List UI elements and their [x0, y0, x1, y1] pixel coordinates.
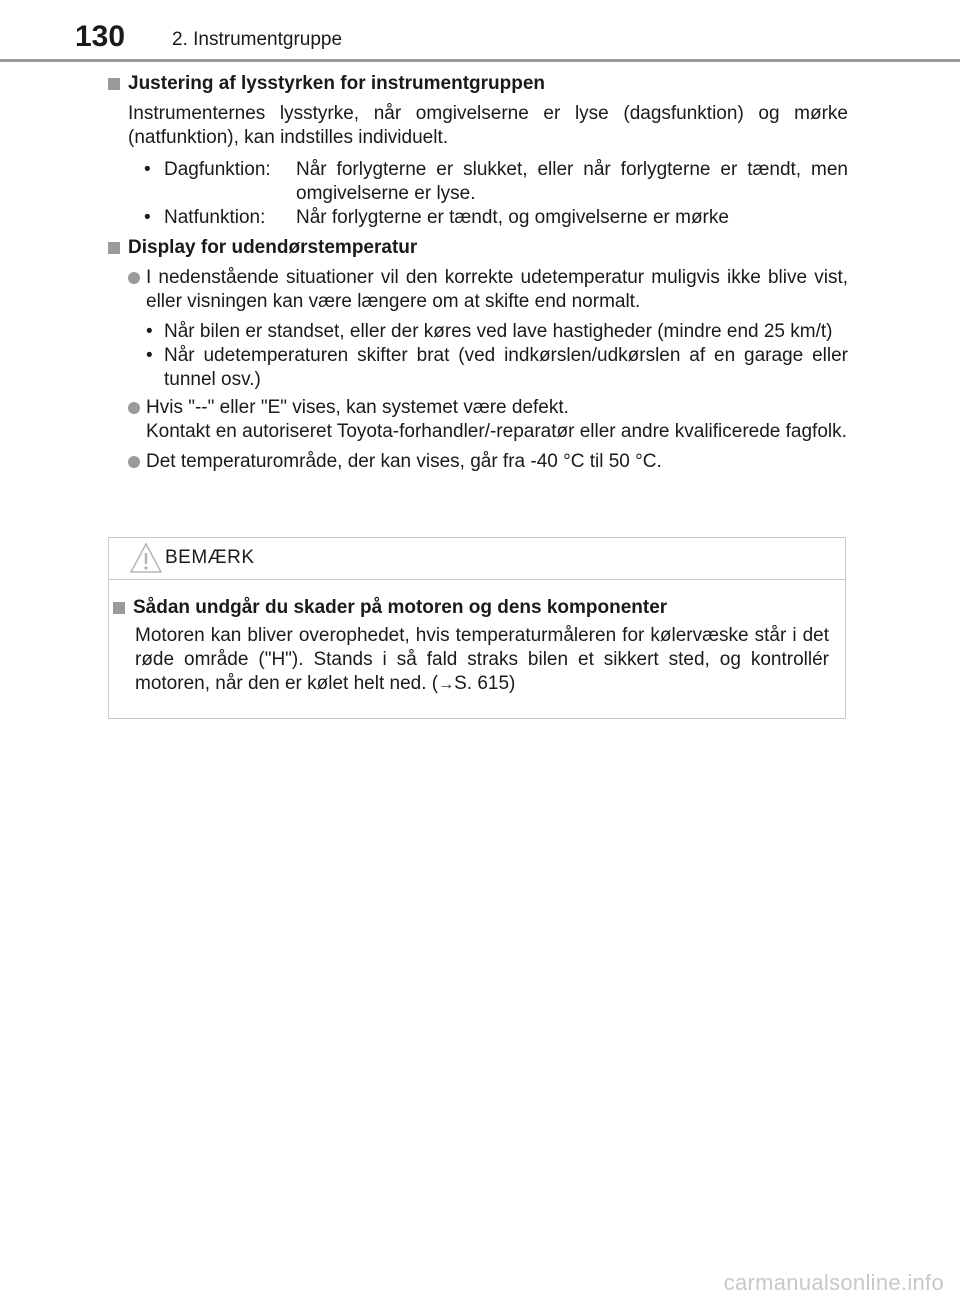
section-heading-text: Justering af lysstyrken for instrumentgruppen — [128, 73, 546, 94]
mode-row-day — [144, 158, 848, 206]
section-heading-brightness — [108, 72, 848, 96]
circle-bullet-icon — [128, 272, 140, 284]
circle-bullet-icon — [128, 456, 140, 468]
square-bullet-icon — [113, 602, 125, 614]
circle-bullet-icon — [128, 402, 140, 414]
page-header — [0, 0, 960, 62]
section-heading-text: Display for udendørstemperatur — [128, 237, 418, 258]
item-text: I nedenstående situationer vil den korrekte udetemperatur muligvis ikke blive vist, eller visningen kan være længere om at skifte end normalt. — [146, 267, 848, 312]
main-content — [108, 72, 848, 480]
page-number: 130 — [75, 20, 126, 53]
mode-list — [108, 158, 848, 230]
mode-label: Dagfunktion: — [164, 159, 271, 180]
item-text: Det temperaturområde, der kan vises, går fra -40 °C til 50 °C. — [146, 451, 662, 472]
mode-text: Når forlygterne er slukket, eller når forlygterne er tændt, men omgivelserne er lyse. — [296, 159, 848, 204]
list-item-text: Når udetemperaturen skifter brat (ved indkørslen/udkørslen af en garage eller tunnel osv.) — [164, 345, 848, 390]
situation-list — [108, 320, 848, 392]
mode-label: Natfunktion: — [164, 207, 266, 228]
brightness-intro: Instrumenternes lysstyrke, når omgivelserne er lyse (dagsfunktion) og mørke (natfunktion), kan indstilles individuelt. — [128, 103, 848, 148]
bullet-icon: • — [144, 207, 151, 228]
square-bullet-icon — [108, 242, 120, 254]
arrow-right-icon: → — [438, 676, 455, 693]
temperature-item-3 — [108, 450, 848, 474]
notice-body-text: Motoren kan bliver overophedet, hvis temperaturmåleren for kølervæske står i det røde område ("H"). Stands i så fald straks bilen et sikkert sted, og kontrollér motoren, når den er kølet helt ned. ( — [135, 625, 829, 694]
list-item-text: Når bilen er standset, eller der køres ved lave hastigheder (mindre end 25 km/t) — [164, 321, 833, 342]
notice-text — [113, 624, 829, 697]
notice-header — [109, 538, 845, 580]
chapter-title: 2. Instrumentgruppe — [172, 29, 343, 50]
watermark: carmanualsonline.info — [723, 1270, 944, 1295]
item-text-line2: Kontakt en autoriseret Toyota-forhandler/-reparatør eller andre kvalificerede fagfolk. — [146, 421, 847, 442]
mode-text: Når forlygterne er tændt, og omgivelserne er mørke — [296, 207, 729, 228]
section-heading-temperature — [108, 236, 848, 260]
header-divider — [0, 59, 960, 62]
notice-heading-text: Sådan undgår du skader på motoren og dens komponenter — [133, 597, 668, 618]
list-item — [146, 320, 848, 344]
notice-box — [108, 537, 846, 719]
bullet-icon: • — [144, 159, 151, 180]
bullet-icon: • — [146, 345, 153, 366]
mode-row-night — [144, 206, 848, 230]
square-bullet-icon — [108, 78, 120, 90]
warning-triangle-icon — [129, 542, 163, 574]
notice-body — [109, 580, 845, 697]
bullet-icon: • — [146, 321, 153, 342]
list-item — [146, 344, 848, 392]
item-text-line1: Hvis "--" eller "E" vises, kan systemet være defekt. — [146, 397, 569, 418]
temperature-item-2 — [108, 396, 848, 444]
temperature-item-1 — [108, 266, 848, 314]
notice-heading — [113, 596, 829, 620]
notice-title: BEMÆRK — [165, 547, 255, 568]
page-reference-link[interactable]: S. 615) — [454, 673, 516, 694]
